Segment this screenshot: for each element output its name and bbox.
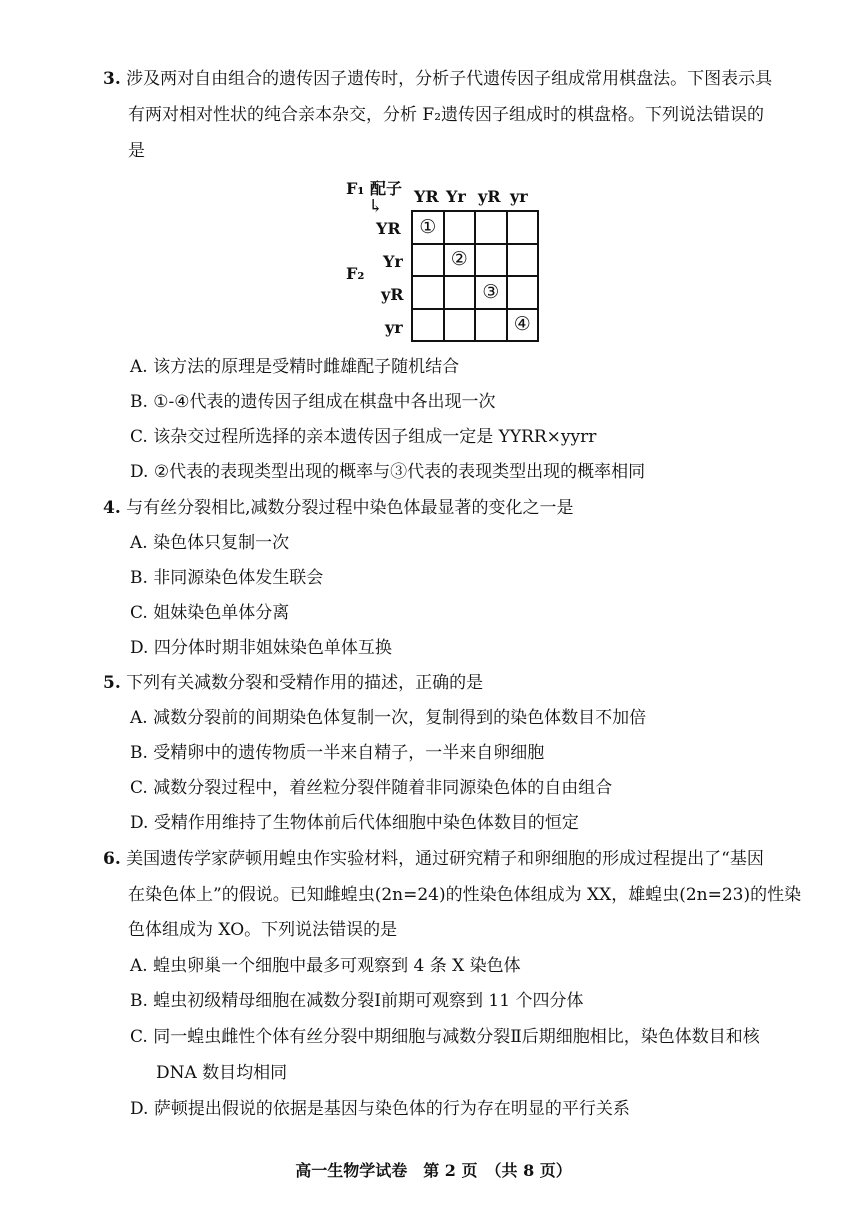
q4-option-a: A. 染色体只复制一次 bbox=[130, 533, 290, 553]
col-header-1: YR bbox=[414, 187, 439, 206]
q3-stem-line-1: 3. 涉及两对自由组合的遗传因子遗传时，分析子代遗传因子组成常用棋盘法。下图表示具 bbox=[103, 69, 773, 89]
cell-1-3 bbox=[476, 212, 508, 245]
arrow-icon: ↳ bbox=[368, 196, 384, 217]
col-header-2: Yr bbox=[446, 187, 466, 206]
cell-1-1: ① bbox=[413, 212, 445, 245]
q6-stem-line-3: 色体组成为 XO。下列说法错误的是 bbox=[128, 920, 398, 940]
q5-option-a: A. 减数分裂前的间期染色体复制一次，复制得到的染色体数目不加倍 bbox=[130, 708, 647, 728]
q4-option-d: D. 四分体时期非姐妹染色单体互换 bbox=[130, 638, 392, 658]
cell-4-2 bbox=[445, 310, 477, 343]
cell-3-3: ③ bbox=[476, 277, 508, 310]
q6-option-a: A. 蝗虫卵巢一个细胞中最多可观察到 4 条 X 染色体 bbox=[130, 956, 521, 976]
q3-option-a: A. 该方法的原理是受精时雌雄配子随机结合 bbox=[130, 357, 460, 377]
q4-option-c: C. 姐妹染色单体分离 bbox=[130, 603, 290, 623]
q6-option-c: C. 同一蝗虫雌性个体有丝分裂中期细胞与减数分裂Ⅱ后期细胞相比，染色体数目和核 bbox=[130, 1027, 760, 1047]
col-header-4: yr bbox=[510, 187, 528, 206]
q6-option-b: B. 蝗虫初级精母细胞在减数分裂Ⅰ前期可观察到 11 个四分体 bbox=[130, 991, 584, 1011]
cell-2-3 bbox=[476, 245, 508, 278]
cell-1-4 bbox=[508, 212, 540, 245]
row-header-3: yR bbox=[381, 285, 404, 304]
q4-stem: 4. 与有丝分裂相比,减数分裂过程中染色体最显著的变化之一是 bbox=[103, 498, 574, 518]
q6-stem-line-1: 6. 美国遗传学家萨顿用蝗虫作实验材料，通过研究精子和卵细胞的形成过程提出了“基因 bbox=[103, 849, 764, 869]
cell-3-1 bbox=[413, 277, 445, 310]
cell-2-2: ② bbox=[445, 245, 477, 278]
q4-option-b: B. 非同源染色体发生联会 bbox=[130, 568, 324, 588]
cell-4-3 bbox=[476, 310, 508, 343]
col-header-3: yR bbox=[478, 187, 501, 206]
q6-option-d: D. 萨顿提出假说的依据是基因与染色体的行为存在明显的平行关系 bbox=[130, 1099, 630, 1119]
q6-stem-line-2: 在染色体上”的假说。已知雌蝗虫(2n=24)的性染色体组成为 XX，雄蝗虫(2n=23)的性染 bbox=[128, 885, 802, 905]
q4-number: 4. bbox=[103, 498, 121, 518]
f1-gamete-label: F₁ 配子 bbox=[346, 179, 402, 198]
cell-4-4: ④ bbox=[508, 310, 540, 343]
q6-option-c-continued: DNA 数目均相同 bbox=[156, 1063, 288, 1083]
q3-option-b: B. ①-④代表的遗传因子组成在棋盘中各出现一次 bbox=[130, 392, 496, 412]
cell-4-1 bbox=[413, 310, 445, 343]
q3-stem-line-2: 有两对相对性状的纯合亲本杂交，分析 F₂遗传因子组成时的棋盘格。下列说法错误的 bbox=[128, 105, 765, 125]
q5-option-c: C. 减数分裂过程中，着丝粒分裂伴随着非同源染色体的自由组合 bbox=[130, 778, 613, 798]
row-header-2: Yr bbox=[383, 252, 403, 271]
q5-option-d: D. 受精作用维持了生物体前后代体细胞中染色体数目的恒定 bbox=[130, 813, 579, 833]
q6-number: 6. bbox=[103, 849, 121, 869]
page-footer: 高一生物学试卷 第 2 页 （共 8 页） bbox=[295, 1161, 572, 1180]
q3-number: 3. bbox=[103, 69, 121, 89]
cell-2-4 bbox=[508, 245, 540, 278]
q3-option-c: C. 该杂交过程所选择的亲本遗传因子组成一定是 YYRR×yyrr bbox=[130, 427, 597, 447]
q3-stem-line-3: 是 bbox=[128, 141, 145, 161]
punnett-square-diagram bbox=[340, 172, 550, 347]
cell-2-1 bbox=[413, 245, 445, 278]
q5-option-b: B. 受精卵中的遗传物质一半来自精子，一半来自卵细胞 bbox=[130, 743, 545, 763]
row-header-4: yr bbox=[385, 318, 403, 337]
q5-number: 5. bbox=[103, 673, 121, 693]
cell-3-2 bbox=[445, 277, 477, 310]
cell-1-2 bbox=[445, 212, 477, 245]
q5-stem: 5. 下列有关减数分裂和受精作用的描述，正确的是 bbox=[103, 673, 484, 693]
cell-3-4 bbox=[508, 277, 540, 310]
row-header-1: YR bbox=[376, 219, 401, 238]
punnett-grid bbox=[411, 210, 539, 342]
q3-option-d: D. ②代表的表现类型出现的概率与③代表的表现类型出现的概率相同 bbox=[130, 462, 646, 482]
f2-label: F₂ bbox=[346, 264, 365, 283]
